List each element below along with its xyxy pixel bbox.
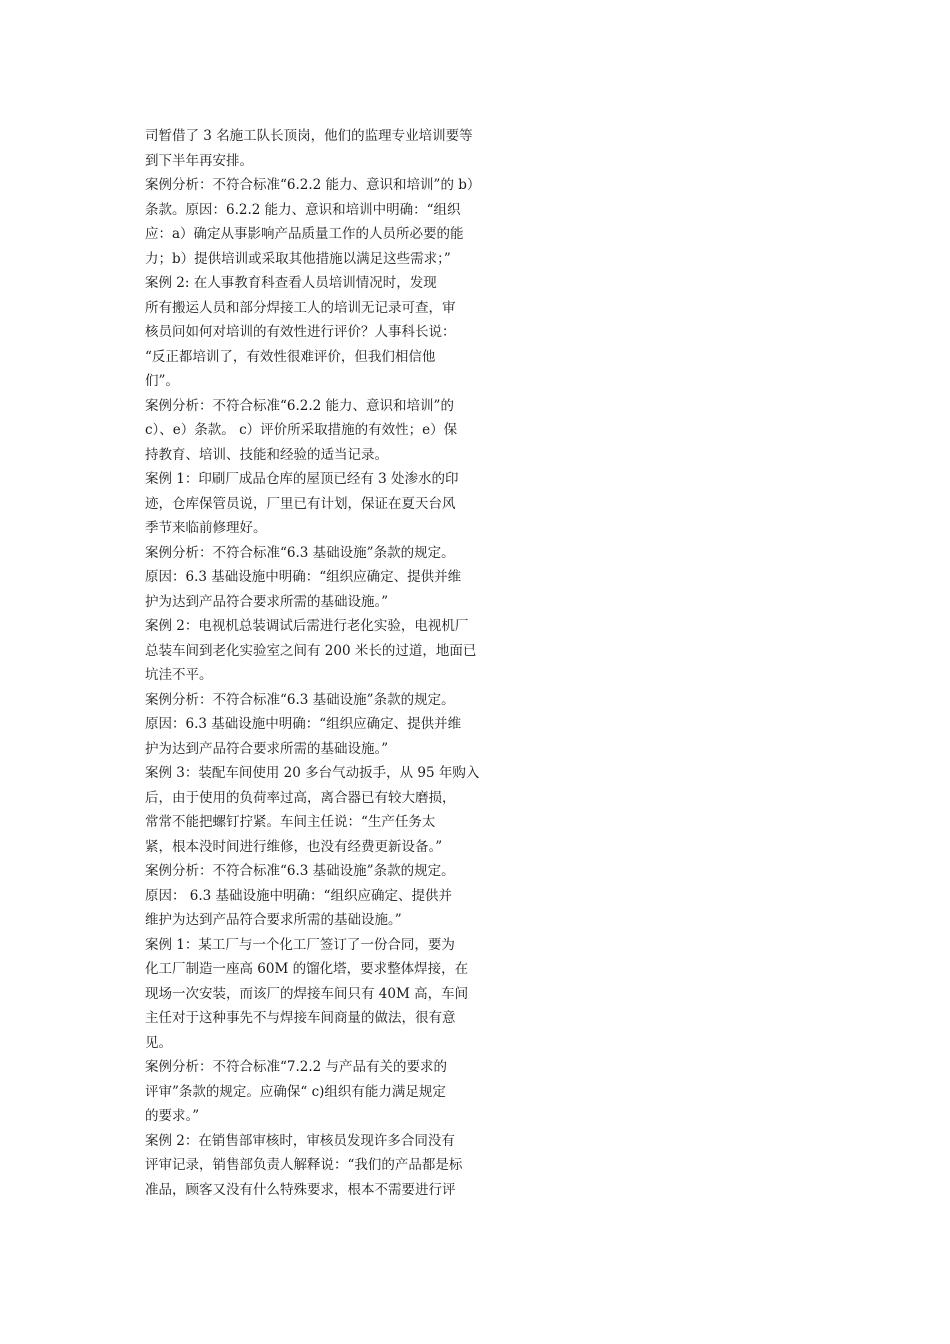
text-line: 见。 — [145, 1034, 172, 1051]
body-text — [145, 124, 505, 1202]
text-line: 原因： 6.3 基础设施中明确：“组织应确定、提供并 — [145, 887, 452, 904]
text-line: 案例 1：某工厂与一个化工厂签订了一份合同，要为 — [145, 936, 455, 953]
text-line: 准品，顾客又没有什么特殊要求，根本不需要进行评 — [145, 1181, 456, 1198]
text-line: 护为达到产品符合要求所需的基础设施。” — [145, 593, 389, 610]
text-line: 案例 2：电视机总装调试后需进行老化实验，电视机厂 — [145, 618, 469, 634]
text-line: c）、e）条款。 c）评价所采取措施的有效性；e）保 — [145, 422, 458, 438]
text-line: “反正都培训了，有效性很难评价，但我们相信他 — [145, 348, 436, 365]
text-line: 评审记录，销售部负责人解释说：“我们的产品都是标 — [145, 1157, 463, 1173]
text-line: 现场一次安装，而该厂的焊接车间只有 40M 高，车间 — [145, 985, 469, 1002]
text-line: 案例分析：不符合标准“6.2.2 能力、意识和培训”的 — [145, 397, 454, 414]
text-line: 案例 2：在销售部审核时，审核员发现许多合同没有 — [145, 1132, 455, 1149]
text-line: 应：a）确定从事影响产品质量工作的人员所必要的能 — [145, 226, 464, 242]
text-line: 化工厂制造一座高 60M 的馏化塔，要求整体焊接，在 — [145, 961, 469, 977]
text-line: 们”。 — [145, 373, 179, 389]
text-line: 坑洼不平。 — [145, 667, 213, 683]
text-line: 案例分析：不符合标准“6.2.2 能力、意识和培训”的 b） — [145, 177, 481, 193]
text-line: 护为达到产品符合要求所需的基础设施。” — [145, 740, 389, 757]
text-line: 到下半年再安排。 — [145, 152, 253, 169]
text-line: 案例分析：不符合标准“6.3 基础设施”条款的规定。 — [145, 863, 455, 879]
text-line: 司暂借了 3 名施工队长顶岗，他们的监理专业培训要等 — [145, 128, 473, 144]
text-line: 季节来临前修理好。 — [145, 520, 267, 536]
text-line: 力；b）提供培训或采取其他措施以满足这些需求；” — [145, 250, 451, 267]
text-line: 原因：6.3 基础设施中明确：“组织应确定、提供并维 — [145, 569, 462, 585]
text-line: 核员问如何对培训的有效性进行评价？人事科长说： — [145, 324, 456, 340]
text-line: 迹，仓库保管员说，厂里已有计划，保证在夏天台风 — [145, 495, 456, 512]
text-line: 案例分析：不符合标准“6.3 基础设施”条款的规定。 — [145, 544, 455, 561]
text-line: 评审”条款的规定。应确保“ c)组织有能力满足规定 — [145, 1083, 446, 1100]
text-line: 主任对于这种事先不与焊接车间商量的做法，很有意 — [145, 1010, 456, 1026]
text-line: 案例 1：印刷厂成品仓库的屋顶已经有 3 处渗水的印 — [145, 471, 459, 487]
text-line: 案例分析：不符合标准“6.3 基础设施”条款的规定。 — [145, 691, 455, 708]
text-line: 紧，根本没时间进行维修，也没有经费更新设备。” — [145, 838, 443, 855]
text-line: 常常不能把螺钉拧紧。车间主任说：“生产任务太 — [145, 814, 436, 830]
text-line: 条款。原因：6.2.2 能力、意识和培训中明确：“组织 — [145, 201, 461, 218]
text-line: 持教育、培训、技能和经验的适当记录。 — [145, 446, 388, 463]
text-line: 的要求。” — [145, 1108, 200, 1124]
text-line: 案例 3：装配车间使用 20 多台气动扳手，从 95 年购入 — [145, 765, 480, 781]
text-line: 总装车间到老化实验室之间有 200 米长的过道，地面已 — [145, 642, 477, 659]
text-line: 所有搬运人员和部分焊接工人的培训无记录可查，审 — [145, 299, 456, 316]
text-line: 维护为达到产品符合要求所需的基础设施。” — [145, 912, 402, 928]
text-line: 案例 2: 在人事教育科查看人员培训情况时，发现 — [145, 275, 437, 291]
text-line: 案例分析：不符合标准“7.2.2 与产品有关的要求的 — [145, 1059, 448, 1075]
text-line: 后，由于使用的负荷率过高，离合器已有较大磨损， — [145, 789, 456, 806]
text-line: 原因：6.3 基础设施中明确：“组织应确定、提供并维 — [145, 716, 462, 732]
